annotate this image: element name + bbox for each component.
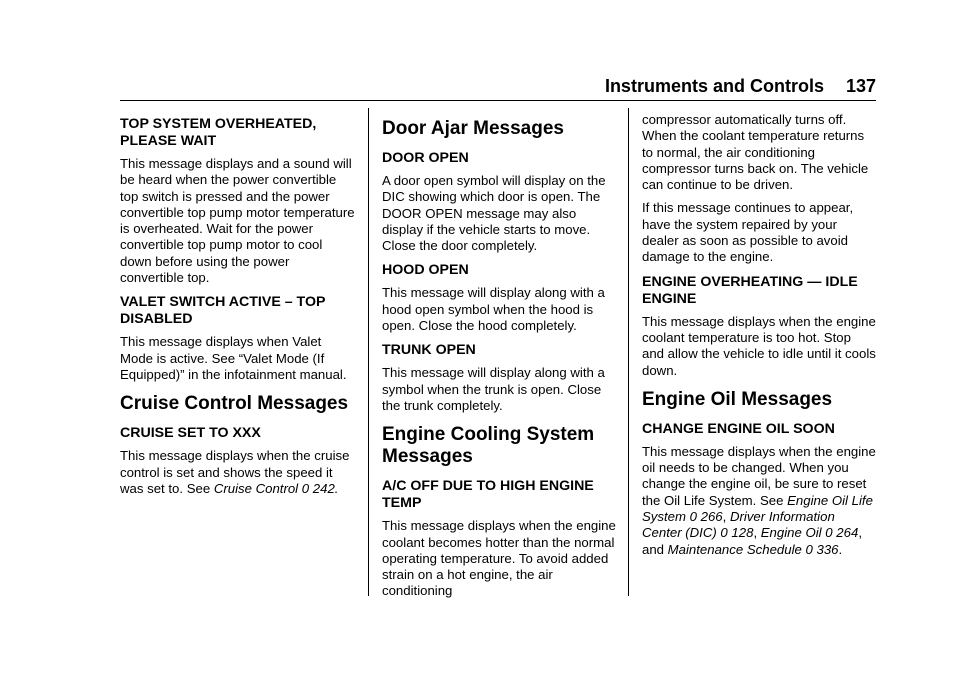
text-repair: If this message continues to appear, have the system repaired by your dealer as soon as possible to avoid damage to the engine.: [642, 200, 854, 265]
text-change-oil: [642, 444, 876, 558]
heading-cruise-set: CRUISE SET TO XXX: [120, 425, 261, 442]
engine-oil-ref[interactable]: Engine Oil: [760, 525, 822, 541]
heading-trunk-open: TRUNK OPEN: [382, 342, 476, 359]
text-trunk-open: This message will display along with a symbol when the trunk is open. Close the trunk completely.: [382, 365, 605, 413]
text-door-open: A door open symbol will display on the DIC showing which door is open. The DOOR OPEN message may also display if the vehicle starts to move. Close the door completely.: [382, 173, 606, 254]
header-rule: [120, 100, 876, 101]
section-door-ajar: Door Ajar Messages: [382, 118, 564, 139]
page-number: 137: [845, 76, 876, 96]
end-period: .: [838, 541, 843, 557]
cruise-control-page[interactable]: 0 242.: [301, 480, 339, 496]
heading-door-open: DOOR OPEN: [382, 150, 469, 166]
cruise-control-ref[interactable]: Cruise Control: [213, 480, 299, 496]
column-divider-1: [368, 108, 369, 596]
dic-ref[interactable]: Driver Information Center (DIC): [642, 509, 835, 541]
column-2: [382, 108, 616, 607]
engine-oil-page[interactable]: 0 264: [825, 525, 859, 541]
heading-ac-off: A/C OFF DUE TO HIGH ENGINE TEMP: [382, 478, 594, 512]
text-top-overheated: This message displays and a sound will be heard when the power convertible top switch is pressed and the power convertible top pump motor temperature is overheated. Wait for the power convertible top pump motor to cool down before using the power convertible top.: [120, 156, 355, 286]
text-ac-continued: compressor automatically turns off. When the coolant temperature returns to normal, the air conditioning compressor turns back on. The vehicle can continue to be driven.: [642, 112, 869, 193]
column-1: [120, 108, 356, 504]
heading-hood-open: HOOD OPEN: [382, 262, 469, 279]
heading-top-overheated: TOP SYSTEM OVERHEATED, PLEASE WAIT: [120, 116, 317, 149]
maintenance-page[interactable]: 0 336: [805, 541, 839, 557]
maintenance-ref[interactable]: Maintenance Schedule: [667, 541, 802, 557]
section-engine-cooling: Engine Cooling System Messages: [382, 424, 595, 468]
text-hood-open: This message will display along with a hood open symbol when the hood is open. Close the hood completely.: [382, 285, 605, 334]
text-valet-switch: This message displays when Valet Mode is active. See “Valet Mode (If Equipped)” in the infotainment manual.: [120, 334, 347, 382]
text-cruise-set: [120, 448, 356, 497]
column-divider-2: [628, 108, 629, 596]
separator-1: ,: [722, 509, 730, 525]
text-ac-off: This message displays when the engine coolant becomes hotter than the normal operating temperature. To avoid added strain on a hot engine, the air conditioning: [382, 518, 616, 599]
dic-page[interactable]: 0 128: [720, 525, 754, 541]
separator-3: , and: [642, 525, 862, 557]
oil-life-page[interactable]: 0 266: [689, 509, 723, 525]
separator-2: ,: [753, 525, 761, 541]
heading-valet-switch: VALET SWITCH ACTIVE – TOP DISABLED: [120, 294, 326, 328]
heading-engine-overheating: ENGINE OVERHEATING — IDLE ENGINE: [642, 273, 858, 307]
section-title: Instruments and Controls: [604, 76, 824, 96]
section-cruise-control: Cruise Control Messages: [120, 393, 349, 415]
cruise-text: This message displays when the cruise control is set and shows the speed it was set to. See: [120, 448, 350, 496]
change-oil-text: This message displays when the engine oil needs to be changed. When you change the engine oil, be sure to reset the Oil Life System. See: [642, 443, 876, 508]
text-engine-overheating: This message displays when the engine coolant temperature is too hot. Stop and allow the vehicle to idle until it cools down.: [642, 313, 876, 378]
column-3: [642, 108, 876, 565]
oil-life-ref[interactable]: Engine Oil Life System: [642, 492, 873, 525]
page-header: [120, 76, 876, 97]
heading-change-oil: CHANGE ENGINE OIL SOON: [642, 420, 835, 437]
section-engine-oil: Engine Oil Messages: [642, 388, 833, 410]
